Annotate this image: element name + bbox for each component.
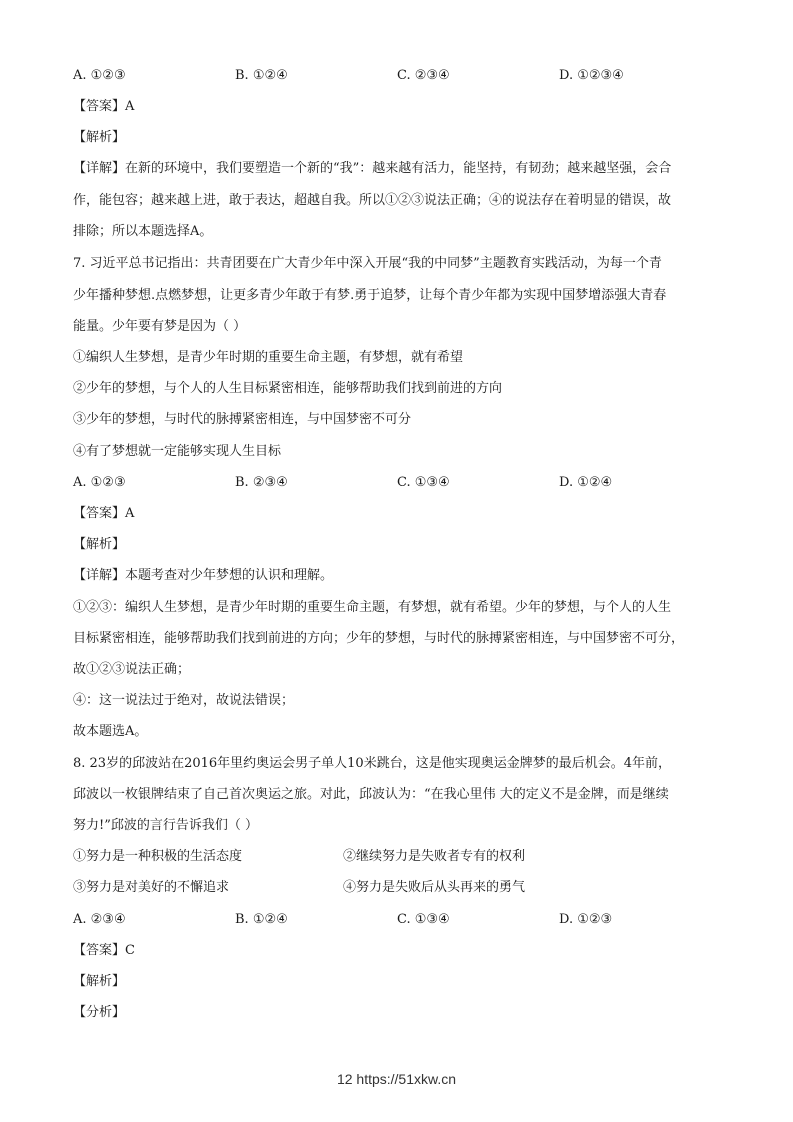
q7-detail-line: 故本题选A。 [73, 724, 148, 739]
q7-option-a: A. ①②③ [73, 475, 126, 490]
q7-detail-line: 目标紧密相连，能够帮助我们找到前进的方向；少年的梦想，与时代的脉搏紧密相连，与中国梦密不可分， [73, 631, 685, 646]
q8-stem-line: 8. 23岁的邱波站在2016年里约奥运会男子单人10米跳台，这是他实现奥运金牌梦的最后机会。4年前， [73, 756, 671, 771]
q8-option-c: C. ①③④ [397, 912, 450, 927]
q7-statement: ④有了梦想就一定能够实现人生目标 [73, 444, 282, 459]
q7-detail-line: ④：这一说法过于绝对，故说法错误； [73, 693, 295, 708]
q7-stem-line: 能量。少年要有梦是因为（ ） [73, 319, 247, 334]
q8-option-a: A. ②③④ [73, 912, 126, 927]
page-footer: 12 https://51xkw.cn [336, 1071, 457, 1087]
q7-option-d: D. ①②④ [559, 475, 613, 490]
q6-option-b: B. ①②④ [235, 68, 288, 83]
q8-option-d: D. ①②③ [559, 912, 613, 927]
q8-statement: ①努力是一种积极的生活态度 [73, 849, 243, 864]
q7-option-b: B. ②③④ [235, 475, 288, 490]
q6-option-a: A. ①②③ [73, 68, 126, 83]
q7-detail-line: ①②③：编织人生梦想，是青少年时期的重要生命主题，有梦想，就有希望。少年的梦想，与个人的人生 [73, 600, 672, 615]
q7-detail-line: 故①②③说法正确； [73, 662, 191, 677]
q8-answer: 【答案】C [73, 943, 135, 958]
q6-detail-line: 排除；所以本题选择A。 [73, 224, 213, 239]
q7-option-c: C. ①③④ [397, 475, 450, 490]
q6-option-d: D. ①②③④ [559, 68, 624, 83]
q7-statement: ①编织人生梦想，是青少年时期的重要生命主题，有梦想，就有希望 [73, 350, 464, 365]
q8-stem-line: 邱波以一枚银牌结束了自己首次奥运之旅。对此，邱波认为：“在我心里伟 大的定义不是金牌，而是继续 [73, 787, 669, 802]
q7-statement: ②少年的梦想，与个人的人生目标紧密相连，能够帮助我们找到前进的方向 [73, 381, 503, 396]
q6-analysis-label: 【解析】 [73, 130, 126, 145]
q8-fenxi-label: 【分析】 [73, 1005, 126, 1020]
q8-statement: ④努力是失败后从头再来的勇气 [343, 880, 526, 895]
q6-detail-line: 作，能包容；越来越上进，敢于表达，超越自我。所以①②③说法正确；④的说法存在着明显的错误，故 [73, 193, 672, 208]
q8-statement: ③努力是对美好的不懈追求 [73, 880, 230, 895]
q8-statement: ②继续努力是失败者专有的权利 [343, 849, 526, 864]
q8-option-b: B. ①②④ [235, 912, 288, 927]
q7-analysis-label: 【解析】 [73, 537, 126, 552]
q8-analysis-label: 【解析】 [73, 974, 126, 989]
q8-stem-line: 努力!”邱波的言行告诉我们（ ） [73, 818, 259, 833]
q7-detail-line: 【详解】本题考查对少年梦想的认识和理解。 [73, 568, 334, 583]
q7-stem-line: 少年播种梦想.点燃梦想，让更多青少年敢于有梦.勇于追梦，让每个青少年都为实现中国梦增添强大青春 [73, 288, 667, 303]
q7-statement: ③少年的梦想，与时代的脉搏紧密相连，与中国梦密不可分 [73, 412, 412, 427]
q6-detail-line: 【详解】在新的环境中，我们要塑造一个新的“我”：越来越有活力，能坚持，有韧劲；越来越坚强，会合 [73, 161, 672, 176]
q7-stem-line: 7. 习近平总书记指出：共青团要在广大青少年中深入开展“我的中同梦”主题教育实践活动，为每一个青 [73, 256, 662, 271]
q6-option-c: C. ②③④ [397, 68, 450, 83]
q6-answer: 【答案】A [73, 99, 135, 114]
q7-answer: 【答案】A [73, 506, 135, 521]
